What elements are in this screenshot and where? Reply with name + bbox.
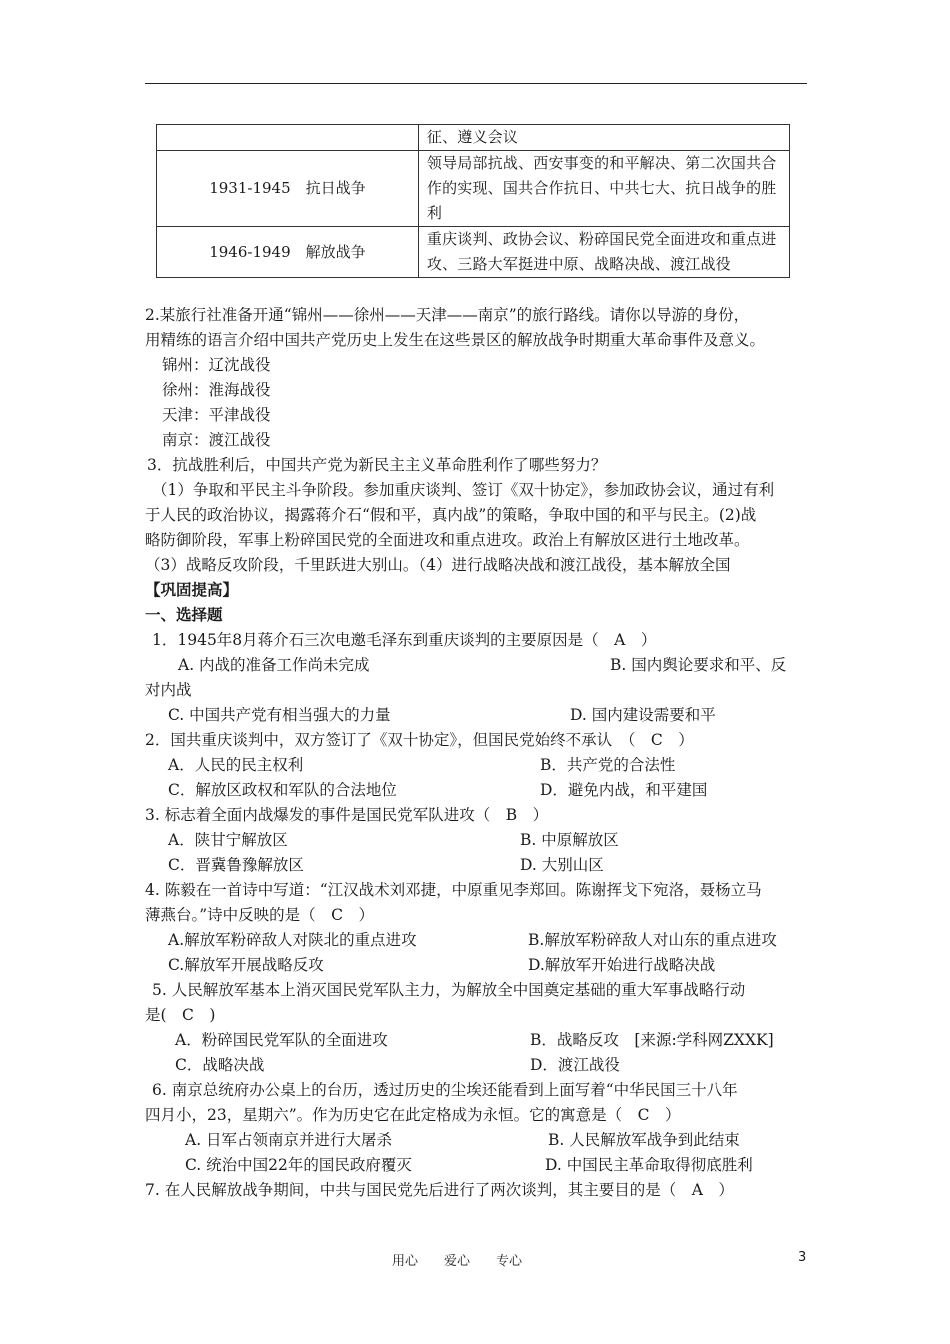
q3-answer-line: （1）争取和平民主斗争阶段。参加重庆谈判、签订《双十协定》，参加政协会议，通过有利 [152, 481, 775, 499]
mc-q2-stem: 2．国共重庆谈判中，双方签订了《双十协定》，但国民党始终不承认 （ C ） [145, 731, 694, 749]
table-cell-period [157, 125, 419, 151]
mc-q4-option-d: D.解放军开始进行战略决战 [528, 956, 716, 974]
mc-q7-stem: 7. 在人民解放战争期间，中共与国民党先后进行了两次谈判，其主要目的是（ A ） [145, 1181, 734, 1199]
table-cell-events: 重庆谈判、政协会议、粉碎国民党全面进攻和重点进攻、三路大军挺进中原、战略决战、渡江战役 [418, 227, 789, 278]
mc-q1-option-d: D. 国内建设需要和平 [570, 706, 716, 724]
mc-q5-stem-line-2: 是( C ) [145, 1006, 216, 1024]
footer-text: 用心 爱心 专心 [392, 1254, 523, 1269]
q2-line-1: 2.某旅行社准备开通“锦州——徐州——天津——南京”的旅行路线。请你以导游的身份， [145, 306, 750, 324]
mc-q6-option-b: B. 人民解放军战争到此结束 [548, 1131, 740, 1149]
table-cell-period: 1946-1949 解放战争 [157, 227, 419, 278]
q3-answer-line: 略防御阶段，军事上粉碎国民党的全面进攻和重点进攻。政治上有解放区进行土地改革。 [145, 531, 750, 549]
q3-answer-line: （3）战略反攻阶段，千里跃进大别山。（4）进行战略决战和渡江战役，基本解放全国 [145, 556, 731, 574]
table-cell-events: 征、遵义会议 [418, 125, 789, 151]
mc-q6-option-d: D. 中国民主革命取得彻底胜利 [545, 1156, 753, 1174]
mc-q3-option-c: C．晋冀鲁豫解放区 [168, 856, 304, 874]
mc-q4-stem-line-1: 4. 陈毅在一首诗中写道：“江汉战术刘邓捷，中原重见李郑回。陈谢挥戈下宛洛，聂杨立马 [145, 881, 762, 899]
q2-line-2: 用精练的语言介绍中国共产党历史上发生在这些景区的解放战争时期重大革命事件及意义。 [145, 331, 766, 349]
mc-q3-option-b: B. 中原解放区 [520, 831, 619, 849]
mc-q5-option-b: B．战略反攻 [来源:学科网ZXXK] [530, 1031, 774, 1049]
mc-q4-option-c: C.解放军开展战略反攻 [168, 956, 324, 974]
mc-q2-option-b: B．共产党的合法性 [540, 756, 676, 774]
page-number: 3 [798, 1250, 807, 1265]
mc-q6-stem-line-2: 四月小，23，星期六”。作为历史它在此定格成为永恒。它的寓意是（ C ） [145, 1106, 681, 1124]
mc-q3-option-a: A．陕甘宁解放区 [168, 831, 288, 849]
mc-q1-option-b: B. 国内舆论要求和平、反 [610, 656, 787, 674]
mc-q6-stem-line-1: 6. 南京总统府办公桌上的台历，透过历史的尘埃还能看到上面写着“中华民国三十八年 [152, 1081, 738, 1099]
mc-q4-stem-line-2: 薄燕台。”诗中反映的是（ C ） [145, 906, 375, 924]
mc-q2-option-a: A．人民的民主权利 [168, 756, 304, 774]
mc-q6-option-a: A. 日军占领南京并进行大屠杀 [185, 1131, 393, 1149]
table-row [157, 151, 790, 227]
mc-q5-option-a: A．粉碎国民党军队的全面进攻 [175, 1031, 388, 1049]
q2-answer: 天津：平津战役 [162, 406, 271, 424]
table-cell-period: 1931-1945 抗日战争 [157, 151, 419, 227]
mc-q5-option-d: D．渡江战役 [530, 1056, 620, 1074]
mc-q1-stem: 1．1945年8月蒋介石三次电邀毛泽东到重庆谈判的主要原因是（ A ） [152, 631, 657, 649]
q3-answer-line: 于人民的政治协议，揭露蒋介石“假和平，真内战”的策略，争取中国的和平与民主。(2)战 [145, 506, 757, 524]
q2-answer: 南京：渡江战役 [162, 431, 271, 449]
history-table [156, 124, 790, 278]
mc-q2-option-d: D．避免内战，和平建国 [540, 781, 708, 799]
mc-q1-option-a: A. 内战的准备工作尚未完成 [178, 656, 370, 674]
table-cell-events: 领导局部抗战、西安事变的和平解决、第二次国共合作的实现、国共合作抗日、中共七大、抗日战争的胜利 [418, 151, 789, 227]
mc-q3-option-d: D. 大别山区 [520, 856, 604, 874]
section-title: 【巩固提高】 [145, 580, 239, 599]
header-rule [145, 83, 807, 84]
q3-question: 3．抗战胜利后，中国共产党为新民主主义革命胜利作了哪些努力？ [147, 456, 607, 474]
mc-q4-option-a: A.解放军粉碎敌人对陕北的重点进攻 [168, 931, 417, 949]
mc-q5-option-c: C．战略决战 [175, 1056, 265, 1074]
subsection-title: 一、选择题 [145, 605, 223, 624]
mc-q3-stem: 3. 标志着全面内战爆发的事件是国民党军队进攻（ B ） [145, 806, 549, 824]
q2-answer: 徐州：淮海战役 [162, 381, 271, 399]
q2-answer: 锦州：辽沈战役 [162, 356, 271, 374]
mc-q5-stem-line-1: 5. 人民解放军基本上消灭国民党军队主力，为解放全中国奠定基础的重大军事战略行动 [152, 981, 746, 999]
mc-q6-option-c: C. 统治中国22年的国民政府覆灭 [185, 1156, 412, 1174]
mc-q4-option-b: B.解放军粉碎敌人对山东的重点进攻 [528, 931, 777, 949]
table-row [157, 227, 790, 278]
mc-q2-option-c: C．解放区政权和军队的合法地位 [168, 781, 397, 799]
table-row [157, 125, 790, 151]
mc-q1-option-c: C. 中国共产党有相当强大的力量 [168, 706, 391, 724]
mc-q1-option-b-cont: 对内战 [145, 681, 192, 699]
